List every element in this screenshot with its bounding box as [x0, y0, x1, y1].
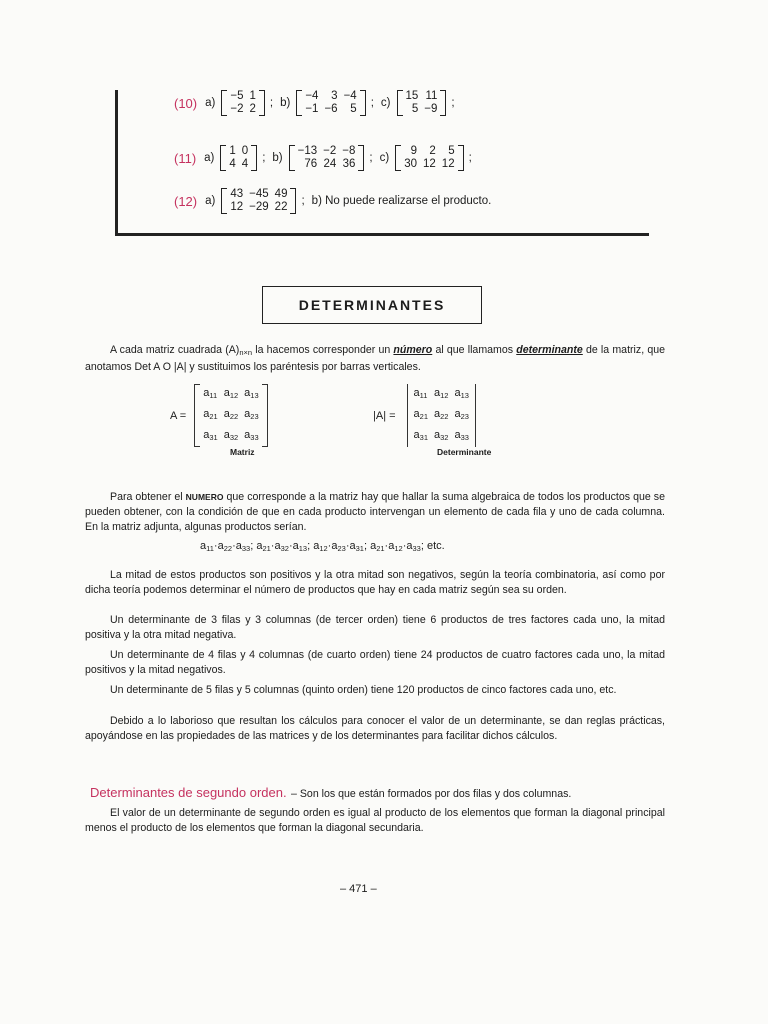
matrix-a: [170, 384, 268, 447]
answer-row-12: [174, 188, 495, 214]
matrix-cell: −45: [249, 188, 269, 200]
matrix-element: $a_{32}$: [434, 429, 449, 442]
paragraph-cuarto-orden: Un determinante de 4 filas y 4 columnas (de cuarto orden) tiene 24 productos de cuatro factores cada uno, la mitad positivos y la mitad negativos.: [85, 649, 665, 676]
separator: ;: [369, 152, 373, 164]
paragraph-segundo-orden: El valor de un determinante de segundo orden es igual al producto de los elementos que forman la diagonal principal menos el producto de los elementos que forman la diagonal secundaria.: [85, 807, 665, 834]
matrix-cell: 12: [441, 158, 455, 170]
separator: ;: [269, 97, 274, 109]
answer-number: (11): [174, 150, 197, 166]
matrix-element: $a_{32}$: [223, 429, 239, 442]
text: la hacemos corresponder un: [252, 344, 394, 356]
text: A cada matriz cuadrada (A): [110, 344, 240, 356]
matrix-cell: 5: [350, 103, 357, 115]
matrix: [289, 145, 365, 171]
matrix-cell: 4: [241, 158, 249, 170]
determinant-a: [373, 384, 479, 447]
subscript: n×n: [239, 348, 253, 357]
matrix-grid: [302, 90, 359, 116]
text: al que llamamos: [432, 344, 517, 356]
matrix-element: $a_{21}$: [203, 408, 218, 421]
section-heading: [90, 784, 571, 802]
matrix-cell: 49: [274, 188, 288, 200]
part-label: b): [272, 152, 283, 164]
matrix-element: $a_{22}$: [223, 408, 239, 421]
emphasis-numero: número: [393, 344, 433, 356]
matrix-cell: 30: [404, 158, 417, 170]
matrix-cell: 9: [410, 145, 417, 157]
matrix: [221, 90, 265, 116]
matrix-grid: [226, 145, 251, 171]
matrix-grid: [227, 90, 259, 116]
text: Para obtener el: [110, 491, 186, 503]
separator: ;: [451, 97, 455, 109]
answer-row-10: [174, 90, 458, 116]
matrix-cell: 4: [229, 158, 236, 170]
matrix-cell: 0: [241, 145, 249, 157]
matrix-grid: [403, 90, 441, 116]
part-label: c): [379, 152, 390, 164]
paragraph-numero: [85, 490, 665, 535]
matrix-element: $a_{12}$: [434, 387, 449, 400]
matrix-cell: −8: [342, 145, 356, 157]
matrix-cell: 36: [342, 158, 356, 170]
section-title: Determinantes de segundo orden.: [90, 785, 287, 800]
matrix: [220, 145, 257, 171]
matrix-element: $a_{23}$: [244, 408, 259, 421]
matrix-grid: [200, 384, 261, 447]
separator: ;: [301, 195, 305, 207]
matrix-cell: 1: [249, 90, 256, 102]
matrix-cell: 2: [249, 103, 256, 115]
matrix-grid: [227, 188, 290, 214]
matrix-cell: 1: [229, 145, 236, 157]
frame-left-line: [115, 90, 118, 236]
matrix-element: $a_{21}$: [413, 408, 429, 421]
answer-number: (12): [174, 193, 198, 209]
product-term: $a_{11}\cdot a_{22}\cdot a_{33}$;: [200, 540, 257, 553]
paragraph-laborioso: Debido a lo laborioso que resultan los cálculos para conocer el valor de un determinante, se dan reglas prácticas, apoyándose en las propiedades de las matrices y de los determinantes para facilitar dichos cálculos.: [85, 715, 665, 742]
matrix-element: $a_{33}$: [454, 429, 469, 442]
part-b-text: b) No puede realizarse el producto.: [311, 195, 492, 207]
matrix-cell: −9: [424, 103, 438, 115]
page-title: DETERMINANTES: [298, 297, 446, 313]
matrix-element: $a_{31}$: [203, 429, 218, 442]
matrix-cell: −2: [323, 145, 337, 157]
frame-bottom-line: [115, 233, 649, 236]
matrix-cell: 3: [331, 90, 338, 102]
intro-paragraph: [85, 343, 665, 375]
small-caps-numero: NUMERO: [185, 492, 224, 502]
matrix-element: $a_{12}$: [223, 387, 239, 400]
page-number: – 471 –: [340, 883, 377, 895]
matrix: [221, 188, 296, 214]
matrix-cell: 12: [423, 158, 436, 170]
matrix: [397, 90, 447, 116]
matrix-cell: 11: [425, 90, 438, 102]
product-term: $a_{21}\cdot a_{32}\cdot a_{13}$;: [256, 540, 314, 553]
matrix-grid: [295, 145, 359, 171]
matrix-element: $a_{11}$: [413, 387, 428, 400]
paragraph-quinto-orden: Un determinante de 5 filas y 5 columnas (quinto orden) tiene 120 productos de cinco factores cada uno, etc.: [110, 684, 617, 696]
matrix-cell: −4: [343, 90, 357, 102]
separator: ;: [262, 152, 266, 164]
matrix-cell: −4: [305, 90, 319, 102]
separator: ;: [468, 152, 472, 164]
caption-matriz: Matriz: [230, 447, 255, 457]
matrix-cell: −5: [230, 90, 244, 102]
answer-number: (10): [174, 95, 198, 111]
product-term: $a_{21}\cdot a_{12}\cdot a_{33}$;: [370, 540, 427, 553]
matrix-cell: 15: [405, 90, 419, 102]
matrix-element: $a_{13}$: [454, 387, 469, 400]
matrix-cell: 22: [274, 201, 288, 213]
section-subtitle: – Son los que están formados por dos filas y dos columnas.: [291, 788, 572, 800]
paragraph-mitad: La mitad de estos productos son positivos y la otra mitad son negativos, según la teoría combinatoria, así como por dicha teoría podemos determinar el número de productos que hay en cada matriz según sea su orden.: [85, 569, 665, 596]
matrix-cell: −1: [305, 103, 319, 115]
matrix-grid: [401, 145, 457, 171]
matrix-cell: −6: [324, 103, 338, 115]
part-label: b): [280, 97, 291, 109]
matrix-element: $a_{22}$: [434, 408, 449, 421]
etc-text: etc.: [426, 540, 445, 552]
matrix-element: $a_{11}$: [203, 387, 218, 400]
section-title-box: [262, 286, 482, 324]
products-line: [200, 540, 445, 553]
matrix: [395, 145, 463, 171]
matrix-cell: 5: [411, 103, 419, 115]
matrix-element: $a_{13}$: [244, 387, 259, 400]
matrix-cell: 12: [230, 201, 244, 213]
matrix-cell: 24: [323, 158, 337, 170]
determinant-grid: [411, 384, 472, 447]
matrix-cell: 43: [230, 188, 244, 200]
text: de la matriz, que anotamos Det A O |A| y sustituimos los paréntesis por barras verticales.: [85, 344, 665, 373]
answer-row-11: [174, 145, 475, 171]
part-label: a): [205, 195, 216, 207]
matrix-label: A =: [170, 409, 187, 422]
matrix-element: $a_{31}$: [413, 429, 429, 442]
part-label: c): [380, 97, 391, 109]
matrix-cell: −2: [230, 103, 244, 115]
caption-determinante: Determinante: [437, 447, 492, 457]
paragraph-tercer-orden: Un determinante de 3 filas y 3 columnas (de tercer orden) tiene 6 productos de tres factores cada uno, la mitad positiva y la otra mitad negativa.: [85, 614, 665, 641]
part-label: a): [204, 152, 215, 164]
text: que corresponde a la matriz hay que hallar la suma algebraica de todos los productos que se pueden obtener, con la condición de que en cada producto intervengan un elemento de cada fila y uno de cada columna. En la matriz adjunta, algunas productos serían.: [85, 491, 665, 533]
matrix-cell: −29: [249, 201, 269, 213]
part-label: a): [205, 97, 216, 109]
separator: ;: [370, 97, 374, 109]
matrix-element: $a_{23}$: [454, 408, 469, 421]
matrix-cell: 5: [448, 145, 455, 157]
matrix-element: $a_{33}$: [244, 429, 259, 442]
matrix-cell: 76: [304, 158, 318, 170]
matrix: [296, 90, 365, 116]
emphasis-determinante: determinante: [516, 344, 583, 356]
matrix-cell: 2: [429, 145, 436, 157]
determinant-label: |A| =: [373, 409, 396, 422]
matrix-cell: −13: [297, 145, 318, 157]
product-term: $a_{12}\cdot a_{23}\cdot a_{31}$;: [313, 540, 371, 553]
